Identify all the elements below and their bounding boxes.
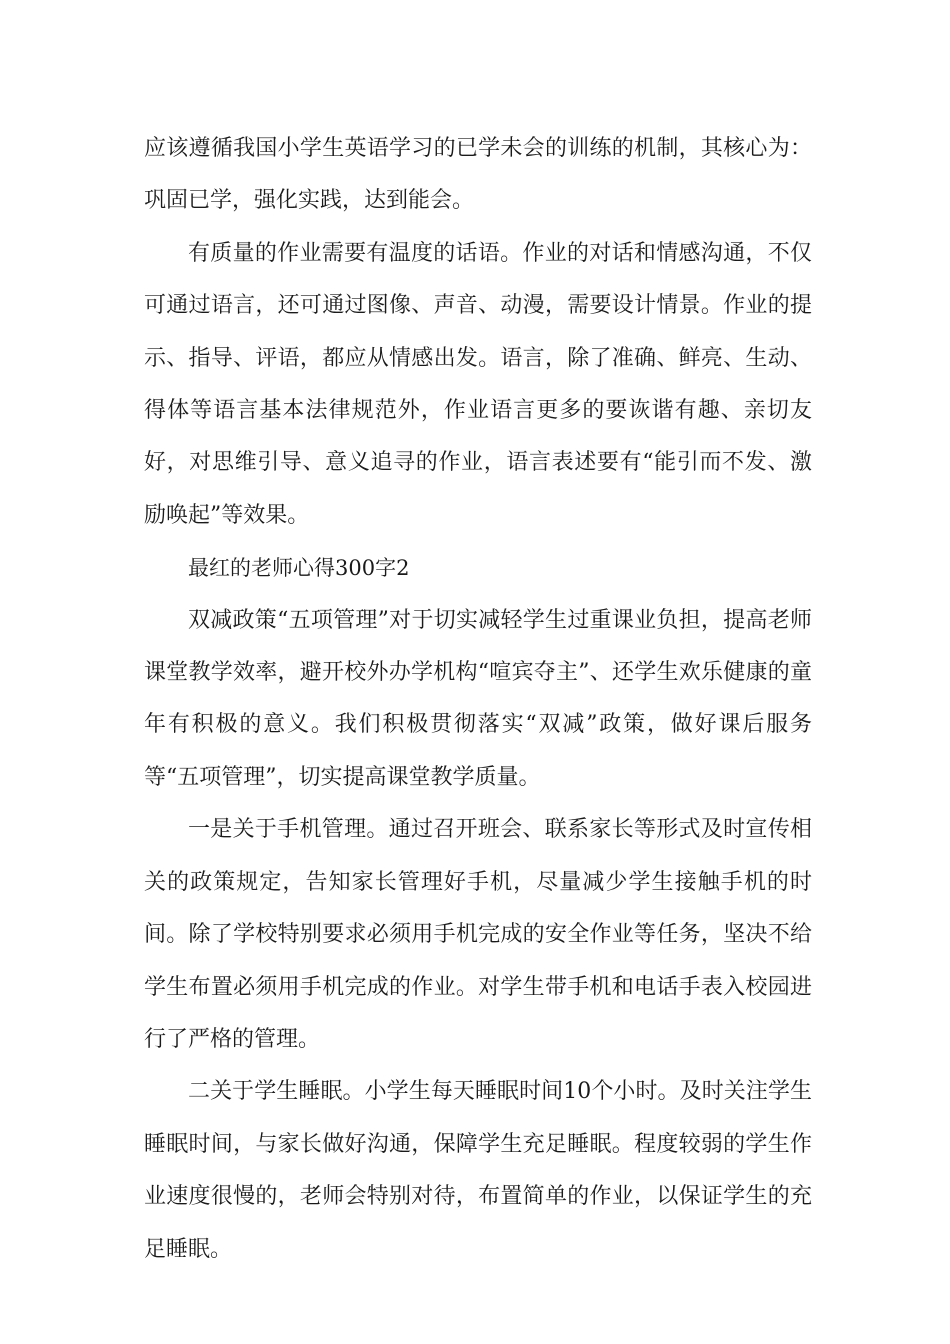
paragraph-phone-management: 一是关于手机管理。通过召开班会、联系家长等形式及时宣传相关的政策规定，告知家长管理好手机，尽量减少学生接触手机的时间。除了学校特别要求必须用手机完成的安全作业等任务，坚决不给学生布置必须用手机完成的作业。对学生带手机和电话手表入校园进行了严格的管理。 — [144, 817, 812, 1052]
paragraph-double-reduction-policy: 双减政策“五项管理”对于切实减轻学生过重课业负担，提高老师课堂教学效率，避开校外办学机构“喧宾夺主”、还学生欢乐健康的童年有积极的意义。我们积极贯彻落实“双减”政策，做好课后服务等“五项管理”，切实提高课堂教学质量。 — [144, 607, 812, 790]
document-body — [144, 123, 812, 1276]
section-heading: 最红的老师心得300字2 — [188, 556, 410, 581]
paragraph-intro-continuation: 应该遵循我国小学生英语学习的已学未会的训练的机制，其核心为：巩固已学，强化实践，达到能会。 — [144, 136, 812, 214]
paragraph-sleep-management: 二关于学生睡眠。小学生每天睡眠时间10个小时。及时关注学生睡眠时间，与家长做好沟通，保障学生充足睡眠。程度较弱的学生作业速度很慢的，老师会特别对待，布置简单的作业，以保证学生的充足睡眠。 — [144, 1079, 812, 1262]
paragraph-homework-language: 有质量的作业需要有温度的话语。作业的对话和情感沟通，不仅可通过语言，还可通过图像、声音、动漫，需要设计情景。作业的提示、指导、评语，都应从情感出发。语言，除了准确、鲜亮、生动、得体等语言基本法律规范外，作业语言更多的要诙谐有趣、亲切友好，对思维引导、意义追寻的作业，语言表述要有“能引而不发、激励唤起”等效果。 — [144, 240, 812, 528]
